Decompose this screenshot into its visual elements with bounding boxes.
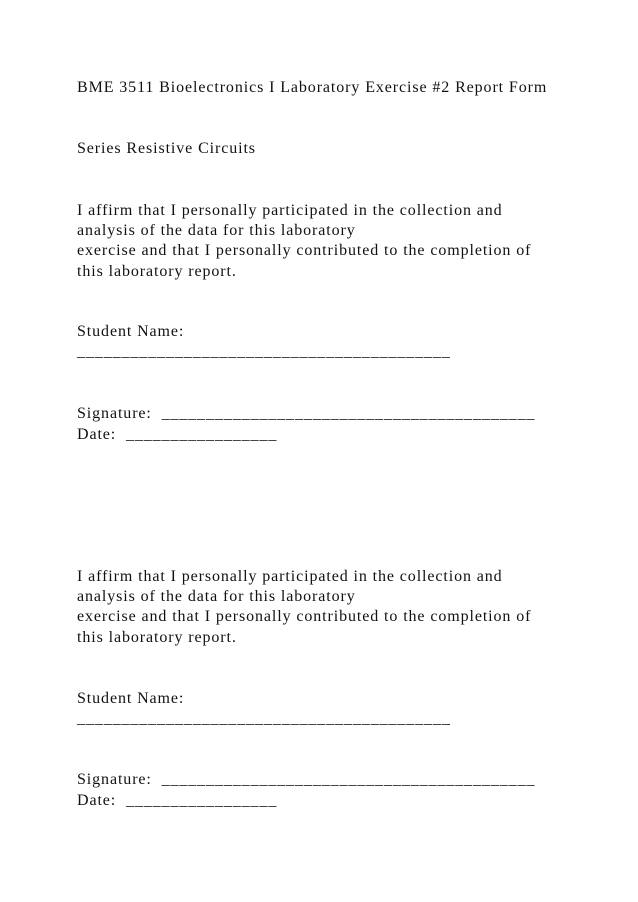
document-subtitle: Series Resistive Circuits [77,140,256,157]
affirmation-line-2: analysis of the data for this laboratory [77,588,356,605]
affirmation-line-2: analysis of the data for this laboratory [77,222,356,239]
affirmation-line-3: exercise and that I personally contributed to the completion of [77,242,532,259]
signature-line: Signature: __________________________________________ [77,771,536,788]
document-title: BME 3511 Bioelectronics I Laboratory Exercise #2 Report Form [77,79,548,96]
student-name-label: Student Name: [77,690,185,707]
affirmation-line-1: I affirm that I personally participated in the collection and [77,568,503,585]
affirmation-line-4: this laboratory report. [77,263,237,280]
student-name-blank: __________________________________________ [77,710,451,727]
signature-line: Signature: __________________________________________ [77,405,536,422]
date-line: Date: _________________ [77,792,278,809]
affirmation-line-1: I affirm that I personally participated in the collection and [77,202,503,219]
affirmation-line-4: this laboratory report. [77,629,237,646]
date-line: Date: _________________ [77,426,278,443]
student-name-label: Student Name: [77,323,185,340]
affirmation-line-3: exercise and that I personally contributed to the completion of [77,608,532,625]
student-name-blank: __________________________________________ [77,343,451,360]
